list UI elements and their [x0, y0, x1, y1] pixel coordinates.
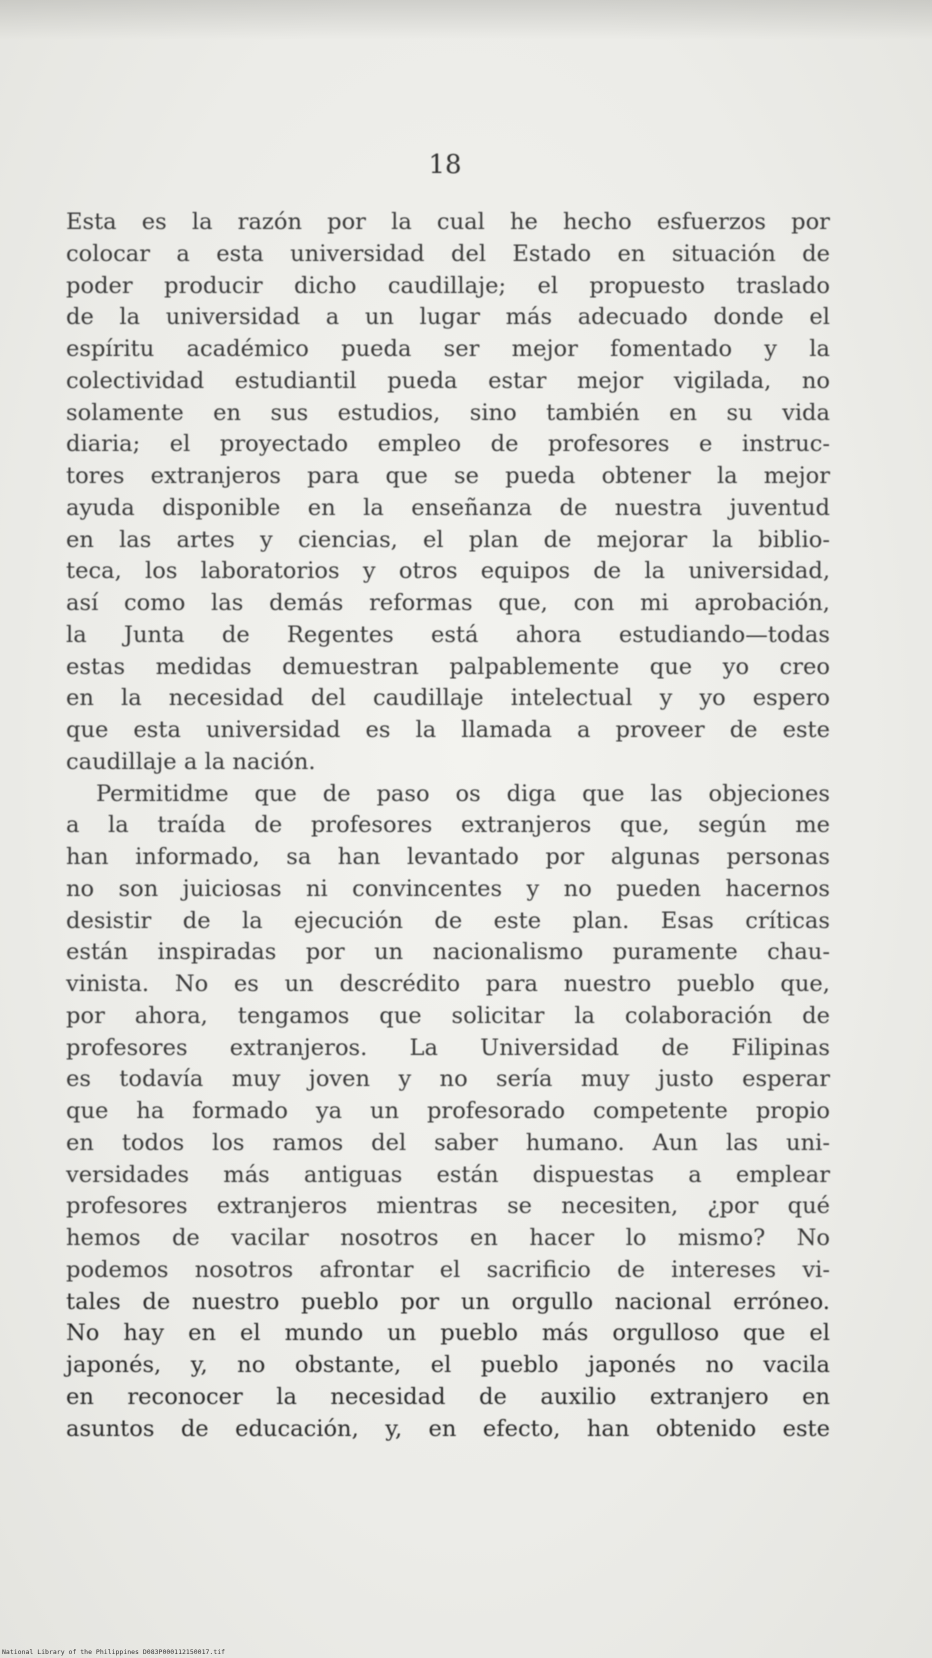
text-line: solamente en sus estudios, sino también en su vida	[66, 399, 830, 426]
text-line: versidades más antiguas están dispuestas a emplear	[66, 1161, 830, 1188]
text-line: que ha formado ya un profesorado competente propio	[66, 1098, 830, 1124]
text-line: están inspiradas por un nacionalismo puramente chau-	[66, 939, 830, 966]
text-line: profesores extranjeros. La Universidad de Filipinas	[66, 1034, 830, 1061]
text-line: asuntos de educación, y, en efecto, han obtenido este	[66, 1415, 830, 1442]
text-line: caudillaje a la nación.	[66, 748, 316, 775]
paragraph-2	[66, 779, 830, 1446]
text-line: tores extranjeros para que se pueda obtener la mejor	[66, 463, 830, 489]
text-line: ayuda disponible en la enseñanza de nuestra juventud	[66, 494, 830, 521]
text-line: Esta es la razón por la cual he hecho esfuerzos por	[66, 209, 830, 235]
text-line: en las artes y ciencias, el plan de mejorar la biblio-	[66, 526, 830, 553]
text-line: así como las demás reformas que, con mi aprobación,	[66, 590, 830, 616]
text-line: hemos de vacilar nosotros en hacer lo mismo? No	[66, 1225, 830, 1251]
text-line: tales de nuestro pueblo por un orgullo nacional erróneo.	[66, 1288, 830, 1315]
text-line: han informado, sa han levantado por algunas personas	[66, 844, 830, 870]
text-line: profesores extranjeros mientras se necesiten, ¿por qué	[66, 1193, 830, 1220]
text-line: por ahora, tengamos que solicitar la colaboración de	[66, 1002, 830, 1029]
text-line: colocar a esta universidad del Estado en situación de	[66, 240, 830, 267]
text-line: desistir de la ejecución de este plan. Esas críticas	[66, 907, 830, 934]
scan-footer-caption: National Library of the Philippines D083P000112150017.tif	[2, 1648, 226, 1656]
text-line: en la necesidad del caudillaje intelectual y yo espero	[66, 685, 830, 712]
text-line: en reconocer la necesidad de auxilio extranjero en	[66, 1383, 830, 1410]
text-line: teca, los laboratorios y otros equipos de la universidad,	[66, 558, 830, 585]
text-line: la Junta de Regentes está ahora estudiando—todas	[66, 621, 830, 648]
text-line: es todavía muy joven y no sería muy justo esperar	[66, 1066, 830, 1093]
body-text	[66, 207, 830, 1445]
text-line: en todos los ramos del saber humano. Aun las uni-	[66, 1129, 830, 1156]
text-line: Permitidme que de paso os diga que las objeciones	[96, 780, 830, 807]
text-line: poder producir dicho caudillaje; el propuesto traslado	[66, 272, 830, 299]
page-number: 18	[428, 150, 462, 180]
text-line: No hay en el mundo un pueblo más orgulloso que el	[66, 1320, 830, 1347]
text-line: a la traída de profesores extranjeros que, según me	[66, 812, 830, 839]
text-line: vinista. No es un descrédito para nuestro pueblo que,	[66, 971, 830, 997]
text-line: que esta universidad es la llamada a proveer de este	[66, 717, 830, 743]
text-line: colectividad estudiantil pueda estar mejor vigilada, no	[66, 367, 830, 394]
text-line: no son juiciosas ni convincentes y no pueden hacernos	[66, 875, 830, 902]
text-line: diaria; el proyectado empleo de profesores e instruc-	[66, 431, 830, 458]
text-line: de la universidad a un lugar más adecuado donde el	[66, 304, 830, 331]
text-line: podemos nosotros afrontar el sacrificio de intereses vi-	[66, 1256, 830, 1283]
scan-edge-shadow	[0, 0, 932, 40]
paragraph-1	[66, 207, 830, 779]
text-line: estas medidas demuestran palpablemente que yo creo	[66, 653, 830, 680]
text-line: espíritu académico pueda ser mejor fomentado y la	[66, 336, 830, 362]
text-line: japonés, y, no obstante, el pueblo japonés no vacila	[66, 1352, 830, 1378]
